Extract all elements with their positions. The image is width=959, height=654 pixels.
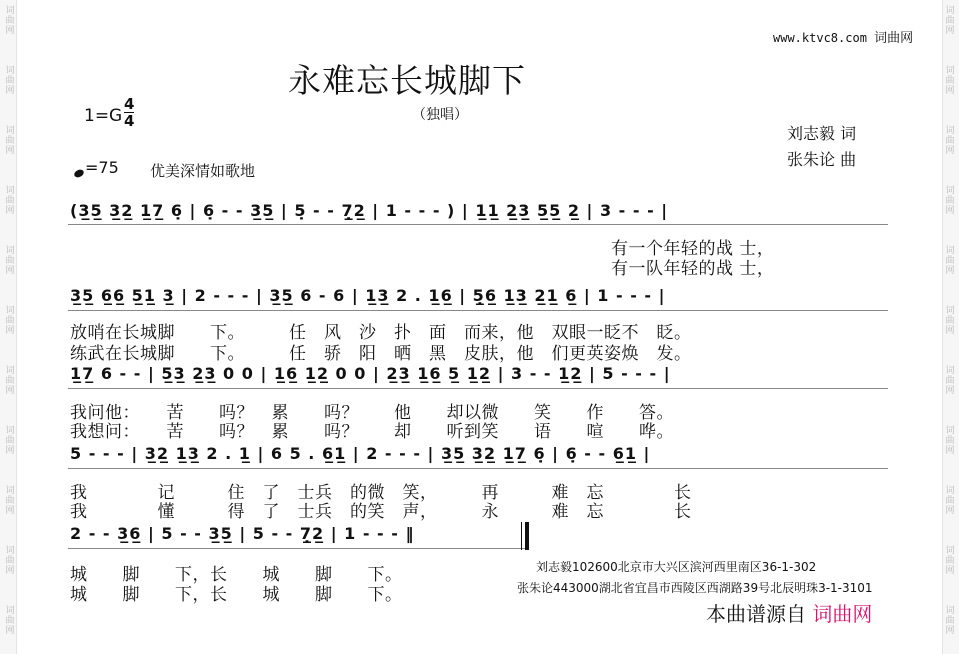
composer-address: 张朱论443000湖北省宜昌市西陵区西湖路39号北辰明珠3-1-3101 bbox=[517, 581, 873, 595]
notation-line-3: 1̲7̲ 6 - - | 5̲3̲ 2̲3̲ 0 0 | 1̲6̲ 1̲2̲ 0 0 | 2̲3̲ 1̲6̲ 5̲ 1̲2̲ | 3 - - 1̲2̲ | 5 - - - | bbox=[70, 364, 671, 383]
watermark-text: 词 曲 网 bbox=[945, 606, 955, 636]
notation-line-5: 2 - - 3̲6̲ | 5 - - 3̲5̲ | 5 - - 7̣̲2̲ | 1 - - - ‖ bbox=[70, 524, 415, 543]
notation-line-4: 5 - - - | 3̲2̲ 1̲3̲ 2 . 1̲ | 6 5 . 6̲1̲ | 2 - - - | 3̲5̲ 3̲2̲ 1̲7̲ 6̣ | 6̣ - - 6̲1̲ | bbox=[70, 444, 651, 463]
watermark-text: 词 曲 网 bbox=[5, 246, 15, 276]
lyrics-line-1b: 有一队年轻的战 士， bbox=[611, 259, 775, 279]
watermark-text: 词 曲 网 bbox=[945, 186, 955, 216]
lyrics-line-2b: 练武在长城脚 下。 任 骄 阳 晒 黑 皮肤，他 们更英姿焕 发。 bbox=[70, 344, 692, 364]
watermark-text: 词 曲 网 bbox=[945, 486, 955, 516]
watermark-text: 词 曲 网 bbox=[5, 126, 15, 156]
staff-underline bbox=[68, 548, 528, 549]
watermark-text: 词 曲 网 bbox=[5, 66, 15, 96]
site-header bbox=[773, 27, 913, 46]
time-signature bbox=[124, 97, 134, 128]
watermark-text: 词 曲 网 bbox=[945, 126, 955, 156]
source-note bbox=[706, 598, 872, 627]
lyrics-line-4a: 我 记 住 了 士兵 的微 笑， 再 难 忘 长 bbox=[70, 483, 692, 503]
staff-underline bbox=[68, 468, 888, 469]
watermark-text: 词 曲 网 bbox=[945, 426, 955, 456]
lyrics-line-2a: 放哨在长城脚 下。 任 风 沙 扑 面 而来，他 双眼一眨不 眨。 bbox=[70, 323, 692, 343]
source-site-name[interactable]: 词曲网 bbox=[812, 602, 873, 626]
time-sig-top: 4 bbox=[124, 95, 135, 113]
watermark-text: 词 曲 网 bbox=[5, 186, 15, 216]
song-title: 永难忘长城脚下 bbox=[288, 61, 526, 100]
watermark-text: 词 曲 网 bbox=[945, 246, 955, 276]
expression-marking: 优美深情如歌地 bbox=[150, 162, 256, 180]
lyrics-line-1a: 有一个年轻的战 士， bbox=[611, 239, 775, 259]
quarter-note-icon bbox=[73, 168, 85, 179]
lyricist-credit: 刘志毅 词 bbox=[787, 124, 857, 143]
watermark-text: 词 曲 网 bbox=[5, 546, 15, 576]
composer-credit: 张朱论 曲 bbox=[787, 150, 857, 169]
watermark-text: 词 曲 网 bbox=[945, 6, 955, 36]
song-subtitle: （独唱） bbox=[412, 107, 468, 123]
source-prefix: 本曲谱源自 bbox=[706, 602, 806, 626]
watermark-text: 词 曲 网 bbox=[5, 486, 15, 516]
time-sig-bottom: 4 bbox=[124, 112, 135, 130]
lyrics-line-5a: 城 脚 下，长 城 脚 下。 bbox=[70, 565, 403, 585]
site-name[interactable]: 词曲网 bbox=[874, 31, 914, 46]
watermark-text: 词 曲 网 bbox=[945, 546, 955, 576]
final-barline-thick bbox=[525, 522, 529, 550]
lyrics-line-5b: 城 脚 下，长 城 脚 下。 bbox=[70, 585, 403, 605]
key-signature: 1=G bbox=[84, 106, 123, 126]
tempo-value: =75 bbox=[85, 158, 119, 177]
lyrics-line-4b: 我 懂 得 了 士兵 的笑 声， 永 难 忘 长 bbox=[70, 502, 692, 522]
staff-underline bbox=[68, 388, 888, 389]
watermark-text: 词 曲 网 bbox=[5, 6, 15, 36]
lyrics-line-3a: 我问他： 苦 吗？ 累 吗？ 他 却以微 笑 作 答。 bbox=[70, 403, 674, 423]
watermark-text: 词 曲 网 bbox=[5, 366, 15, 396]
final-barline-thin bbox=[521, 522, 522, 550]
staff-underline bbox=[68, 310, 888, 311]
watermark-text: 词 曲 网 bbox=[945, 366, 955, 396]
site-url[interactable]: www.ktvc8.com bbox=[773, 31, 867, 45]
lyricist-address: 刘志毅102600北京市大兴区滨河西里南区36-1-302 bbox=[536, 560, 817, 574]
watermark-text: 词 曲 网 bbox=[945, 66, 955, 96]
watermark-text: 词 曲 网 bbox=[945, 306, 955, 336]
notation-line-1: (3̲5̲ 3̲2̲ 1̲7̲ 6̣ | 6̣ - - 3̲5̲ | 5̣ - - 7̣̲2̲ | 1 - - - ) | 1̲1̲ 2̲3̲ 5̲5̲ 2̲ | 3 - - - | bbox=[70, 201, 669, 220]
watermark-text: 词 曲 网 bbox=[5, 306, 15, 336]
tempo-marking bbox=[74, 158, 119, 177]
watermark-text: 词 曲 网 bbox=[5, 606, 15, 636]
notation-line-2: 3̲5̲ 6̲6̲ 5̲1̲ 3̲ | 2 - - - | 3̲5̲ 6 - 6 | 1̲3̲ 2 . 1̲6̲ | 5̣̲6̲ 1̲3̲ 2̲1̲ 6̲ | 1 - - - | bbox=[70, 286, 666, 305]
lyrics-line-3b: 我想问： 苦 吗？ 累 吗？ 却 听到笑 语 喧 哗。 bbox=[70, 422, 674, 442]
watermark-text: 词 曲 网 bbox=[5, 426, 15, 456]
staff-underline bbox=[68, 224, 888, 225]
